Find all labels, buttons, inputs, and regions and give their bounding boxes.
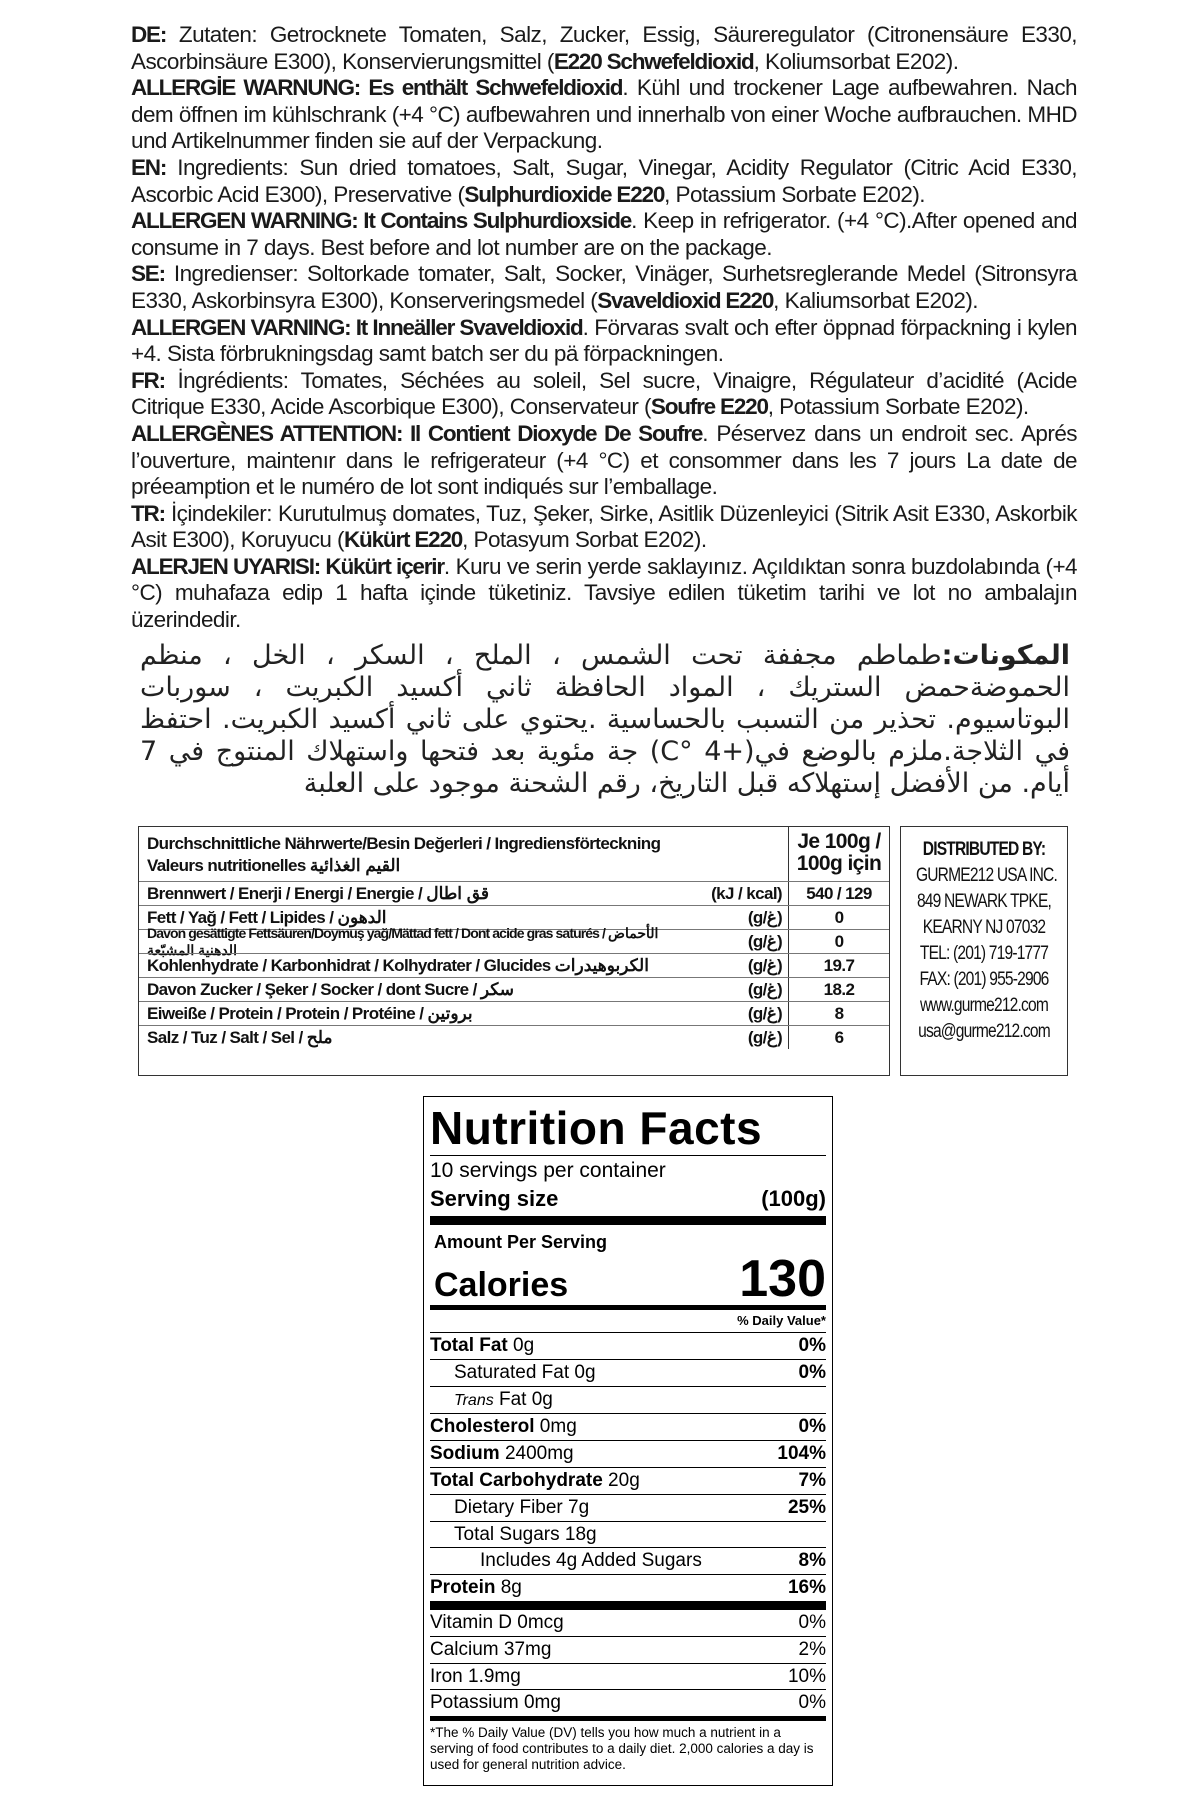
vitamin-row — [430, 1610, 826, 1637]
allergen-fr: ALLERGÈNES ATTENTION: Il Contient Dioxyde De Soufre. Péservez dans un endroit sec. Aprés l’ouverture, maintenır dans le refrigerateur (+4 °C) et consommer dans les 7 jours La date de préeamption et le numéro de lot sont indiqués sur l’emballage. — [131, 420, 1077, 500]
nutrient-name: Protein — [430, 1577, 496, 1599]
table-row — [139, 924, 889, 958]
table-row — [139, 977, 889, 1001]
lang-code: SE: — [131, 261, 165, 287]
nutrient-row — [430, 1495, 826, 1522]
nutrient-name: Total Fat — [430, 1335, 508, 1356]
nutrient-amount: 0mg — [534, 1416, 577, 1438]
nutrient-unit: (g/غ) — [747, 1027, 782, 1047]
vitamin-percent: 0% — [798, 1692, 826, 1714]
arabic-label: المكونات: — [941, 640, 1070, 671]
distributor-email: usa@gurme212.com — [918, 1021, 1050, 1042]
nutrient-value: 19.7 — [788, 954, 889, 977]
nutrient-unit: (g/غ) — [747, 955, 782, 975]
lang-code: DE: — [131, 22, 167, 47]
nutrient-label: Fett / Yağ / Fett / Lipides / الدهون — [147, 907, 387, 927]
table-header — [139, 827, 889, 881]
lang-code: TR: — [131, 500, 165, 526]
daily-value-percent: 104% — [777, 1443, 826, 1465]
ingredients-de: DE: Zutaten: Getrocknete Tomaten, Salz, Zucker, Essig, Säureregulator (Citronensäure E330, Ascorbinsäure E300), Konservierungsmittel (E220 Schwefeldioxid, Koliumsorbat E202). — [131, 22, 1077, 74]
nutrient-amount: 2400mg — [499, 1443, 574, 1465]
nutrient-name: Total Carbohydrate — [430, 1469, 603, 1491]
daily-value-percent: 8% — [798, 1550, 826, 1572]
vitamin-percent: 10% — [787, 1665, 826, 1687]
distributor-address: 849 NEWARK TPKE, — [916, 891, 1052, 912]
allergen-de: ALLERGİE WARNUNG: Es enthält Schwefeldioxid. Kühl und trockener Lage aufbewahren. Nach dem öffnen im kühlschrank (+4 °C) aufbewahren und innerhalb von einer Woche aufbrauchen. MHD und Artikelnummer finden sie auf der Verpackung. — [131, 75, 1078, 154]
ingredients-tr: TR: İçindekiler: Kurutulmuş domates, Tuz, Şeker, Sirke, Asitlik Düzenleyici (Sitrik Asit E330, Askorbik Asit E300), Koruyucu (Kükürt E220, Potasyum Sorbat E202). — [131, 500, 1077, 553]
allergen-se: ALLERGEN VARNING: It Inneäller Svaveldioxid. Förvaras svalt och efter öppnad förpackning i kylen +4. Sista förbrukningsdag samt batch ser du pä förpackningen. — [131, 314, 1077, 367]
nutrient-row — [430, 1333, 826, 1360]
allergen-tr: ALERJEN UYARISI: Kükürt içerir. Kuru ve serin yerde saklayınız. Açıldıktan sonra buzdolabında (+4 °C) muhafaza edip 1 hafta içinde tüketiniz. Tavsiye edilen tüketim tarihi ve lot no ambalajın üzerindedir. — [131, 553, 1077, 633]
distributor-name: GURME212 USA INC. — [915, 865, 1057, 886]
nutrient-amount: Includes 4g Added Sugars — [480, 1550, 702, 1572]
table-header-title: Durchschnittliche Nährwerte/Besin Değerleri / Ingrediensförteckning — [147, 834, 661, 853]
arabic-text: طماطم مجففة تحت الشمس ، الملح ، السكر ، الخل ، منظم الحموضةحمض الستريك ، المواد الحافظة ثاني أكسيد الكبريت ، سوربات البوتاسيوم. تحذير من التسبب بالحساسية .يحتوي على ثاني أكسيد الكبريت. احتفظ في الثلاجة.ملزم بالوضع في(+4 °C) جة مئوية بعد فتحها واستهلاك المنتوج في 7 أيام. من الأفضل إستهلاكه قبل التاريخ، رقم الشحنة موجود على العلبة — [140, 640, 1070, 799]
nutrient-row — [430, 1387, 826, 1415]
nutrient-row — [430, 1468, 826, 1495]
nutrition-facts-panel — [423, 1096, 833, 1786]
distributor-fax: FAX: (201) 955-2906 — [919, 969, 1049, 990]
nutrient-value: 0 — [788, 930, 889, 953]
nutrient-value: 18.2 — [788, 978, 889, 1001]
value-header-tr: 100g için — [796, 852, 882, 875]
table-row — [139, 1025, 889, 1049]
nutrient-value: 8 — [788, 1002, 889, 1025]
distributor-box — [900, 826, 1068, 1076]
distributor-heading: DISTRIBUTED BY: — [922, 839, 1046, 860]
nutrient-amount: 20g — [602, 1469, 640, 1491]
nutrition-values-table — [138, 826, 890, 1076]
vitamin-name: Vitamin D 0mcg — [430, 1611, 564, 1633]
nutrient-label: Brennwert / Enerji / Energi / Energie / قق اطال — [147, 883, 490, 903]
value-header: Je 100g / — [797, 830, 881, 853]
arabic-ingredients — [140, 640, 1070, 800]
table-row — [139, 1001, 889, 1025]
distributor-city: KEARNY NJ 07032 — [922, 917, 1046, 938]
nutrient-unit: (kJ / kcal) — [711, 883, 782, 903]
daily-value-header: % Daily Value* — [430, 1310, 826, 1333]
nutrient-row — [430, 1548, 826, 1575]
nutrient-amount: 0g — [507, 1335, 535, 1356]
nutrient-row — [430, 1441, 826, 1468]
nutrient-row — [430, 1575, 826, 1610]
daily-value-footnote: *The % Daily Value (DV) tells you how much a nutrient in a serving of food contributes to a daily diet. 2,000 calories a day is used for general nutrition advice. — [430, 1725, 814, 1773]
lang-code: FR: — [131, 367, 165, 393]
calories-value: 130 — [739, 1250, 826, 1308]
table-row — [139, 881, 889, 905]
nutrient-label: Eiweiße / Protein / Protein / Protéine / بروتين — [147, 1003, 473, 1023]
allergen-en: ALLERGEN WARNING: It Contains Sulphurdioxside. Keep in refrigerator. (+4 °C).After opened and consume in 7 days. Best before and lot number are on the package. — [131, 208, 1077, 260]
ingredients-se: SE: Ingredienser: Soltorkade tomater, Salt, Socker, Vinäger, Surhetsreglerande Medel (Sitronsyra E330, Askorbinsyra E300), Konserveringsmedel (Svaveldioxid E220, Kaliumsorbat E202). — [131, 261, 1077, 313]
distributor-website: www.gurme212.com — [919, 995, 1049, 1016]
nutrient-unit: (g/غ) — [747, 931, 782, 951]
daily-value-percent: 0% — [798, 1335, 826, 1356]
serving-size: Serving size (100g) — [430, 1184, 826, 1225]
table-header-subtitle: Valeurs nutritionelles القيم الغذائية — [147, 856, 401, 875]
daily-value-percent: 16% — [787, 1577, 826, 1599]
ingredients-en: EN: Ingredients: Sun dried tomatoes, Salt, Sugar, Vinegar, Acidity Regulator (Citric Acid E330, Ascorbic Acid E300), Preservative (Sulphurdioxide E220, Potassium Sorbate E202). — [131, 154, 1077, 207]
nutrient-unit: (g/غ) — [747, 1003, 782, 1023]
daily-value-percent: 0% — [798, 1416, 826, 1438]
vitamin-name: Potassium 0mg — [430, 1692, 561, 1714]
nutrient-row — [430, 1360, 826, 1387]
lang-code: EN: — [131, 154, 167, 180]
nutrient-row — [430, 1414, 826, 1441]
nutrient-amount: Dietary Fiber 7g — [454, 1496, 590, 1518]
nutrient-label: Davon gesättigte Fettsäuren/Doymuş yağ/Mättad fett / Dont acide gras saturés / الأحماض الدهنية المشبّعة — [147, 924, 659, 958]
servings-per-container: 10 servings per container — [430, 1155, 826, 1184]
nutrition-facts-title: Nutrition Facts — [430, 1102, 763, 1154]
nutrient-amount: Trans Fat 0g — [454, 1388, 553, 1410]
nutrient-amount: 8g — [495, 1577, 522, 1599]
nutrient-label: Davon Zucker / Şeker / Socker / dont Sucre / سكر — [147, 979, 514, 999]
vitamin-row — [430, 1637, 826, 1664]
nutrient-label: Kohlenhydrate / Karbonhidrat / Kolhydrater / Glucides الكربوهيدرات — [147, 955, 649, 975]
nutrient-amount: Saturated Fat 0g — [454, 1361, 596, 1383]
ingredients-text — [131, 22, 1077, 634]
nutrient-unit: (g/غ) — [747, 907, 782, 927]
vitamin-name: Iron 1.9mg — [430, 1665, 521, 1687]
nutrient-value: 6 — [788, 1026, 889, 1049]
vitamin-name: Calcium 37mg — [430, 1638, 552, 1660]
vitamin-row — [430, 1690, 826, 1721]
amount-per-serving: Amount Per Serving — [434, 1232, 608, 1252]
nutrient-value: 0 — [788, 906, 889, 929]
nutrient-unit: (g/غ) — [747, 979, 782, 999]
calories-row: Calories 130 — [430, 1253, 826, 1310]
nutrient-value: 540 / 129 — [788, 882, 889, 905]
vitamin-percent: 2% — [798, 1638, 826, 1660]
nutrient-label: Salz / Tuz / Salt / Sel / ملح — [147, 1027, 333, 1047]
daily-value-percent: 0% — [798, 1361, 826, 1383]
daily-value-percent: 25% — [787, 1496, 826, 1518]
daily-value-percent: 7% — [798, 1469, 826, 1491]
nutrient-name: Cholesterol — [430, 1416, 535, 1438]
nutrient-amount: Total Sugars 18g — [454, 1523, 597, 1545]
nutrient-name: Sodium — [430, 1443, 500, 1465]
distributor-phone: TEL: (201) 719-1777 — [919, 943, 1049, 964]
vitamin-percent: 0% — [798, 1611, 826, 1633]
vitamin-row — [430, 1664, 826, 1691]
table-row — [139, 953, 889, 977]
ingredients-fr: FR: İngrédients: Tomates, Séchées au soleil, Sel sucre, Vinaigre, Régulateur d’acidité (Acide Citrique E330, Acide Ascorbique E300), Conservateur (Soufre E220, Potassium Sorbate E202). — [131, 367, 1077, 420]
nutrient-row — [430, 1522, 826, 1549]
